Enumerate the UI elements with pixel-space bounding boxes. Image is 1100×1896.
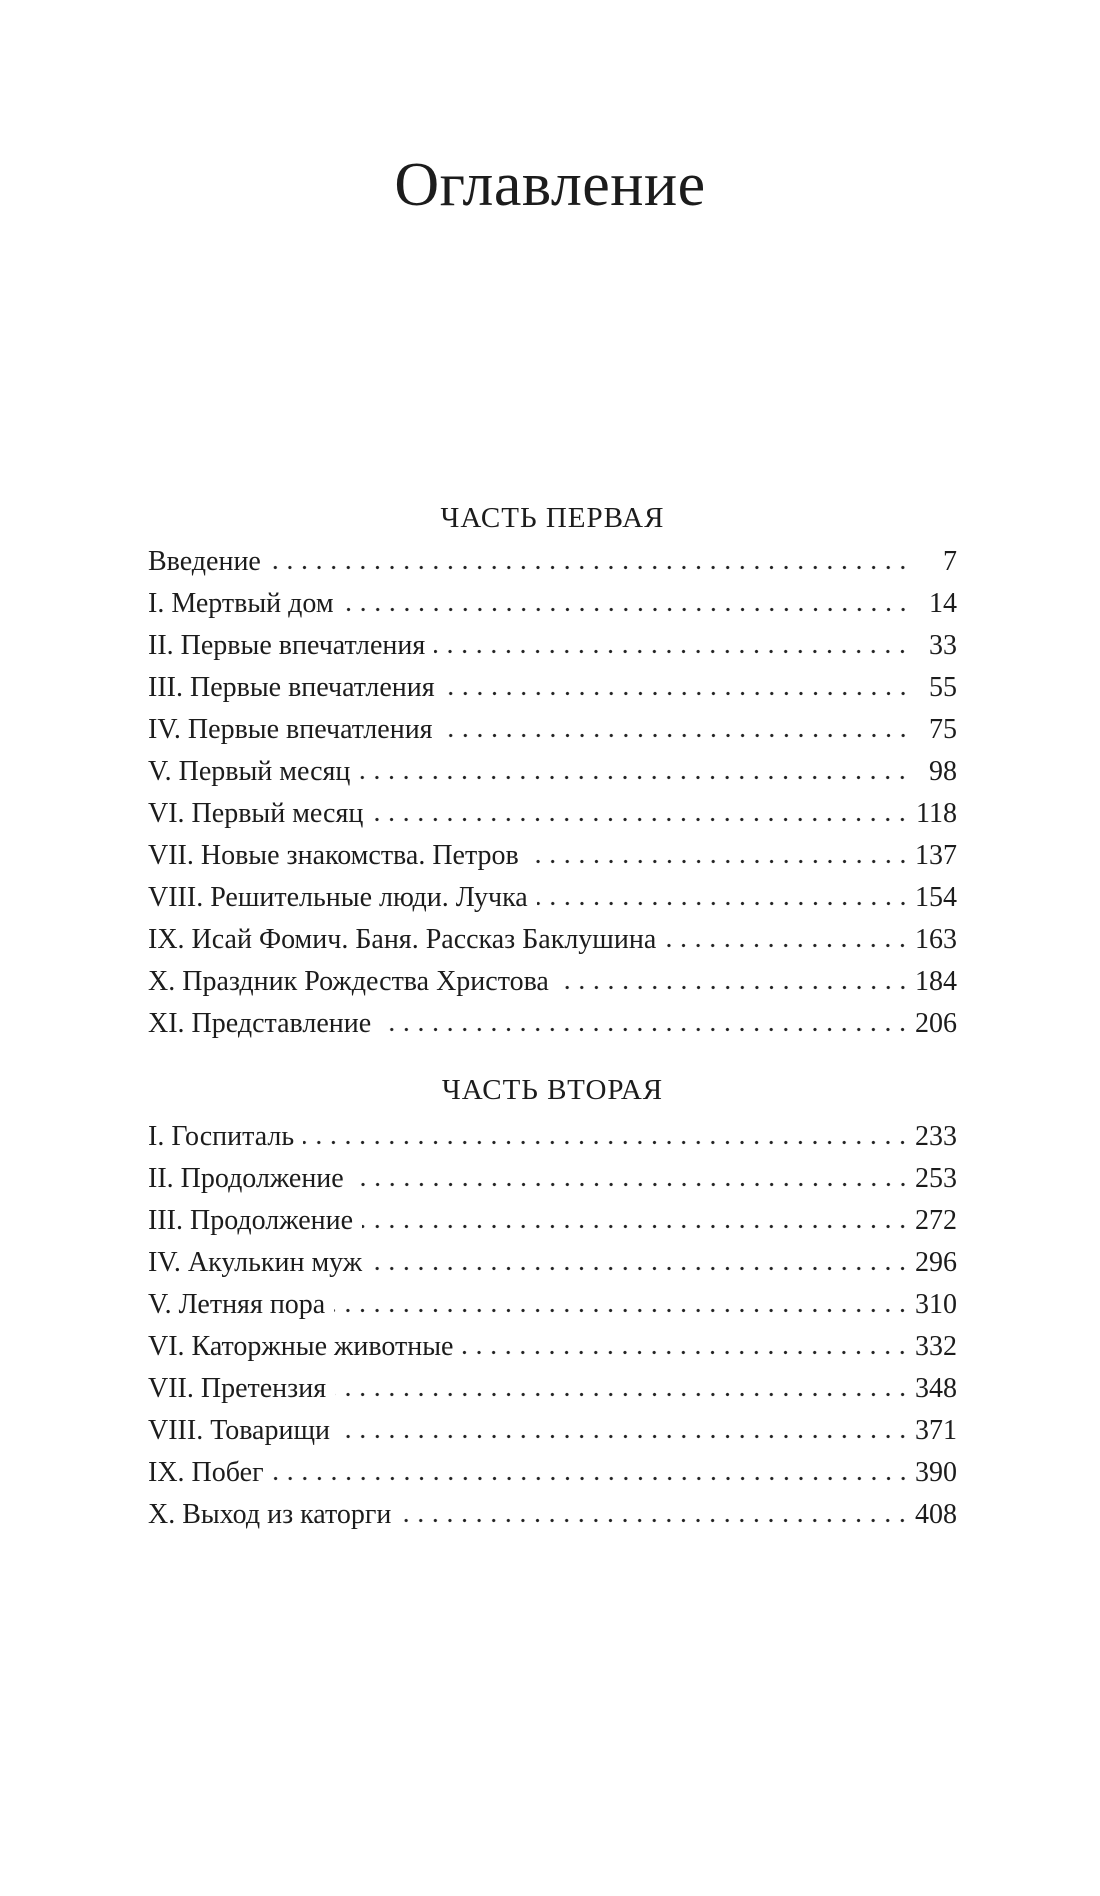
toc-section-part-one — [148, 498, 957, 1045]
dot-leader — [537, 901, 910, 906]
toc-entry-title: IV. Первые впечатления — [148, 714, 433, 745]
toc-entry — [148, 877, 957, 919]
toc-entry-title: VIII. Решительные люди. Лучка — [148, 882, 528, 913]
dot-leader — [400, 1518, 910, 1523]
toc-entry-page-number: 332 — [915, 1331, 957, 1362]
toc-entry-title: I. Госпиталь — [148, 1121, 295, 1152]
toc-entry-title: V. Летняя пора — [148, 1289, 326, 1320]
dot-leader — [335, 1392, 910, 1397]
toc-entry-title: IV. Акулькин муж — [148, 1247, 363, 1278]
toc-entry-page-number: 272 — [915, 1205, 957, 1236]
toc-entry — [148, 1494, 957, 1536]
dot-leader — [343, 607, 910, 612]
table-of-contents — [148, 498, 957, 1536]
toc-entry — [148, 1284, 957, 1326]
toc-entry — [148, 1242, 957, 1284]
toc-entry-title: VIII. Товарищи — [148, 1415, 330, 1446]
toc-entry-page-number: 7 — [943, 546, 957, 577]
toc-entry-title: IX. Побег — [148, 1457, 264, 1488]
toc-entry — [148, 709, 957, 751]
toc-entry-page-number: 14 — [929, 588, 957, 619]
toc-entry-page-number: 371 — [915, 1415, 957, 1446]
toc-entry-title: Введение — [148, 546, 261, 577]
toc-entry — [148, 1158, 957, 1200]
toc-entry — [148, 1368, 957, 1410]
page-title: Оглавление — [394, 151, 706, 219]
dot-leader — [359, 775, 910, 780]
toc-entry-page-number: 184 — [915, 966, 957, 997]
dot-leader — [270, 565, 910, 570]
toc-entry-page-number: 253 — [915, 1163, 957, 1194]
toc-entry-title: II. Первые впечатления — [148, 630, 426, 661]
part-one-heading: ЧАСТЬ ПЕРВАЯ — [440, 502, 665, 534]
toc-entry-title: VI. Каторжные животные — [148, 1331, 454, 1362]
dot-leader — [434, 649, 910, 654]
dot-leader — [353, 1182, 910, 1187]
toc-entry — [148, 625, 957, 667]
toc-entry-title: XI. Представление — [148, 1008, 372, 1039]
toc-entry — [148, 1116, 957, 1158]
toc-entry-title: X. Выход из каторги — [148, 1499, 392, 1530]
toc-entry-title: III. Продолжение — [148, 1205, 354, 1236]
toc-entry-page-number: 118 — [916, 798, 957, 829]
toc-entry-page-number: 390 — [915, 1457, 957, 1488]
dot-leader — [362, 1224, 910, 1229]
toc-entry-page-number: 408 — [915, 1499, 957, 1530]
toc-entry — [148, 1200, 957, 1242]
part-two-heading: ЧАСТЬ ВТОРАЯ — [441, 1074, 664, 1106]
dot-leader — [444, 691, 910, 696]
dot-leader — [380, 1027, 910, 1032]
toc-entry — [148, 583, 957, 625]
toc-entry — [148, 1452, 957, 1494]
dot-leader — [558, 985, 910, 990]
dot-leader — [334, 1308, 910, 1313]
toc-entry — [148, 541, 957, 583]
dot-leader — [273, 1476, 910, 1481]
toc-entry — [148, 1326, 957, 1368]
dot-leader — [665, 943, 910, 948]
toc-section-part-two — [148, 1070, 957, 1536]
toc-entry — [148, 667, 957, 709]
toc-entry — [148, 793, 957, 835]
dot-leader — [528, 859, 910, 864]
toc-entry — [148, 961, 957, 1003]
toc-entry-page-number: 98 — [929, 756, 957, 787]
toc-entry-page-number: 154 — [915, 882, 957, 913]
part-two-entries — [148, 1116, 957, 1536]
toc-entry-page-number: 33 — [929, 630, 957, 661]
toc-entry-page-number: 296 — [915, 1247, 957, 1278]
toc-entry-title: III. Первые впечатления — [148, 672, 435, 703]
toc-entry-title: X. Праздник Рождества Христова — [148, 966, 549, 997]
toc-entry-page-number: 163 — [915, 924, 957, 955]
book-toc-page — [0, 150, 1100, 1536]
toc-entry-page-number: 75 — [929, 714, 957, 745]
toc-entry — [148, 919, 957, 961]
toc-entry — [148, 751, 957, 793]
toc-entry-page-number: 55 — [929, 672, 957, 703]
toc-entry-page-number: 310 — [915, 1289, 957, 1320]
toc-entry-title: VII. Претензия — [148, 1373, 327, 1404]
toc-entry-page-number: 233 — [915, 1121, 957, 1152]
toc-entry-title: II. Продолжение — [148, 1163, 344, 1194]
toc-entry — [148, 835, 957, 877]
dot-leader — [462, 1350, 910, 1355]
toc-entry-title: VI. Первый месяц — [148, 798, 364, 829]
part-one-entries — [148, 541, 957, 1045]
dot-leader — [339, 1434, 910, 1439]
dot-leader — [372, 817, 910, 822]
toc-entry-title: V. Первый месяц — [148, 756, 351, 787]
dot-leader — [442, 733, 910, 738]
toc-entry-page-number: 348 — [915, 1373, 957, 1404]
toc-entry — [148, 1410, 957, 1452]
dot-leader — [303, 1140, 910, 1145]
dot-leader — [371, 1266, 910, 1271]
toc-entry-page-number: 137 — [915, 840, 957, 871]
toc-entry-page-number: 206 — [915, 1008, 957, 1039]
toc-entry-title: I. Мертвый дом — [148, 588, 334, 619]
toc-entry-title: IX. Исай Фомич. Баня. Рассказ Баклушина — [148, 924, 657, 955]
toc-entry — [148, 1003, 957, 1045]
toc-entry-title: VII. Новые знакомства. Петров — [148, 840, 519, 871]
